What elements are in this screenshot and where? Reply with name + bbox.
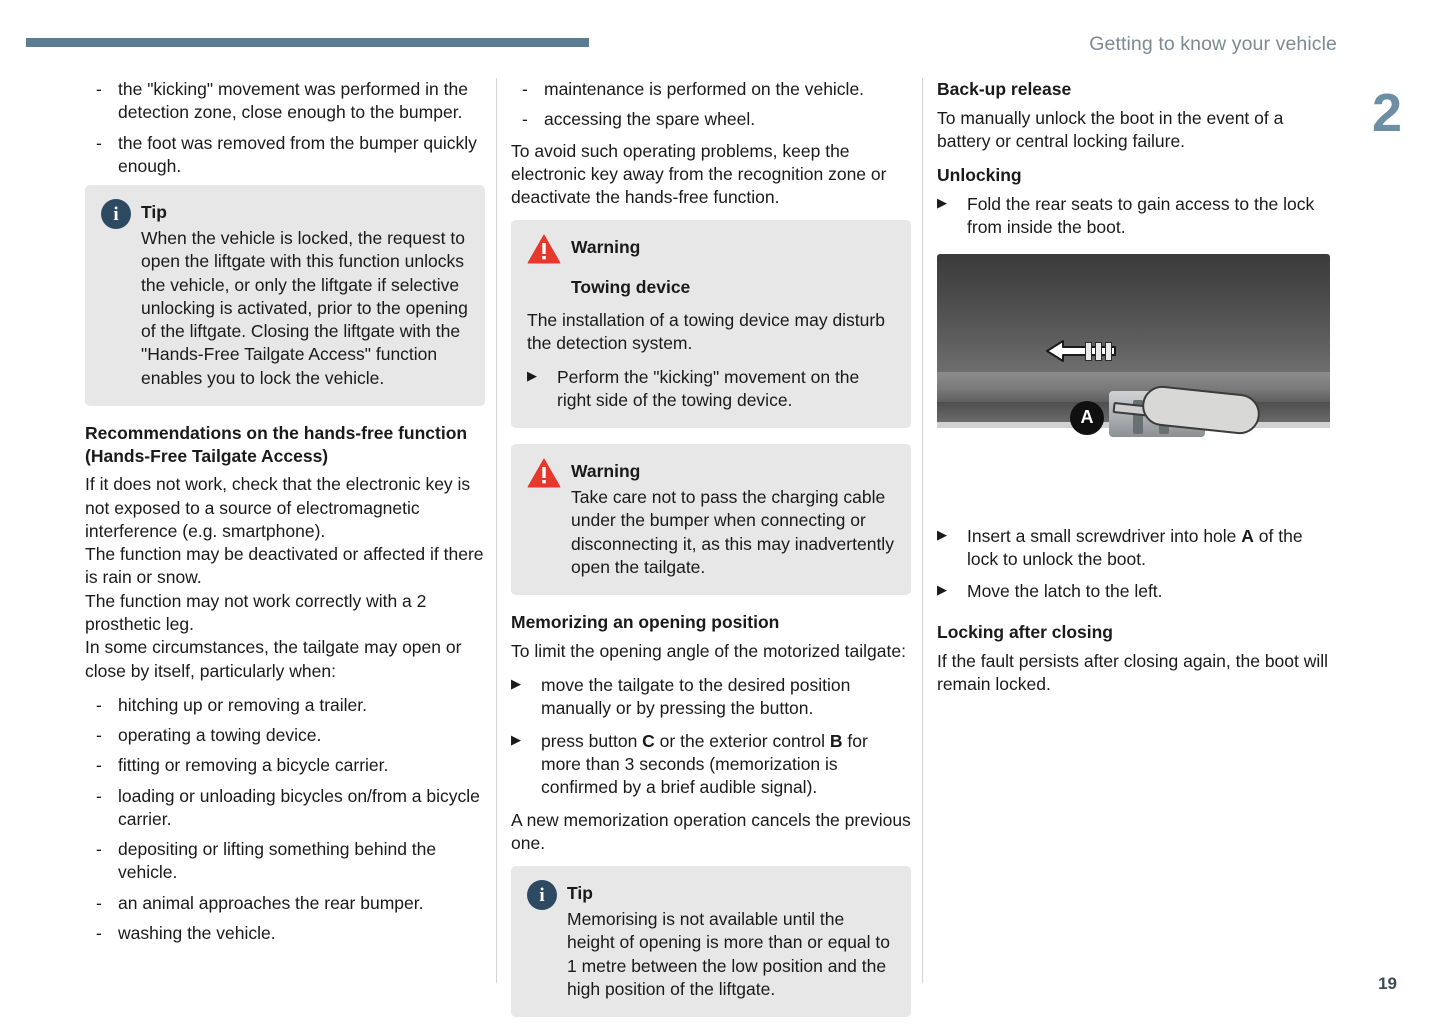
boot-panel-upper — [937, 254, 1330, 372]
col2-heading: Memorizing an opening position — [511, 612, 780, 633]
list-item: - fitting or removing a bicycle carrier. — [85, 754, 485, 777]
column-divider-2 — [922, 78, 923, 983]
col3-heading-3: Locking after closing — [937, 622, 1113, 643]
page-number: 19 — [1378, 974, 1397, 993]
warning-callout-2 — [511, 444, 911, 595]
col1-paragraph-4: In some circumstances, the tailgate may open or close by itself, particularly when: — [85, 637, 462, 681]
info-icon: i — [101, 199, 131, 229]
list-item: - loading or unloading bicycles on/from a bicycle carrier. — [85, 785, 485, 832]
callout-body: Take care not to pass the charging cable under the bumper when connecting or disconnecting it, as this may inadvertently open the tailgate. — [571, 487, 894, 577]
col1-heading: Recommendations on the hands-free function (Hands-Free Tailgate Access) — [85, 422, 468, 466]
col2-intro: To limit the opening angle of the motorized tailgate: — [511, 640, 906, 661]
callout-body: Memorising is not available until the height of opening is more than or equal to 1 metre between the low position and the high position of the liftgate. — [567, 909, 890, 999]
col3-step-1-list — [937, 193, 1332, 240]
list-item: - the foot was removed from the bumper quickly enough. — [85, 132, 485, 179]
col2-paragraph: To avoid such operating problems, keep the electronic key away from the recognition zone or deactivate the hands-free function. — [511, 140, 887, 208]
col1-paragraph-1: If it does not work, check that the electronic key is not exposed to a source of electromagnetic interference (e.g. smartphone). — [85, 474, 471, 541]
list-item: ▶ Move the latch to the left. — [937, 580, 1332, 603]
col3-steps — [937, 525, 1332, 604]
callout-body: The installation of a towing device may disturb the detection system. — [527, 310, 885, 354]
list-item: - operating a towing device. — [85, 724, 485, 747]
callout-title: Tip — [141, 202, 167, 223]
callout-actions — [527, 366, 895, 413]
callout-subtitle: Towing device — [571, 277, 691, 298]
column-1 — [85, 78, 485, 952]
header-title: Getting to know your vehicle — [1089, 33, 1337, 55]
warning-triangle-icon — [527, 234, 561, 264]
list-item: - washing the vehicle. — [85, 922, 485, 945]
list-item: ▶ press button C or the exterior control B for more than 3 seconds (memorization is confirmed by a brief audible signal). — [511, 730, 911, 800]
info-icon: i — [527, 880, 557, 910]
callout-badge-a: A — [1070, 401, 1104, 435]
col2-top-list — [511, 78, 911, 132]
tip-callout-2 — [511, 866, 911, 1017]
callout-title: Warning — [571, 237, 641, 258]
col3-paragraph-2: If the fault persists after closing again, the boot will remain locked. — [937, 651, 1329, 695]
header-rule — [26, 38, 589, 47]
col3-heading-2: Unlocking — [937, 165, 1022, 186]
warning-callout-1 — [511, 220, 911, 428]
col2-steps — [511, 674, 911, 799]
warning-triangle-icon — [527, 458, 561, 488]
list-item: - maintenance is performed on the vehicle. — [511, 78, 911, 101]
chapter-number: 2 — [1371, 83, 1402, 143]
list-item: - accessing the spare wheel. — [511, 108, 911, 131]
col3-paragraph-1: To manually unlock the boot in the event of a battery or central locking failure. — [937, 107, 1284, 152]
list-item: - depositing or lifting something behind the vehicle. — [85, 838, 485, 885]
list-item: ▶ Fold the rear seats to gain access to the lock from inside the boot. — [937, 193, 1332, 240]
col2-outro: A new memorization operation cancels the previous one. — [511, 809, 911, 853]
col1-bottom-list — [85, 694, 485, 945]
callout-title: Warning — [571, 461, 641, 482]
list-item: - an animal approaches the rear bumper. — [85, 892, 485, 915]
col1-paragraph-2: The function may be deactivated or affected if there is rain or snow. — [85, 544, 484, 588]
boot-lock-illustration — [937, 254, 1330, 501]
list-item: ▶ Perform the "kicking" movement on the right side of the towing device. — [527, 366, 895, 413]
callout-body: When the vehicle is locked, the request to open the liftgate with this function unlocks the vehicle, or only the liftgate if selective unlocking is activated, prior to the opening of the liftgate. Closing the liftgate with the "Hands-Free Tailgate Access" function enables you to lock the vehicle. — [141, 228, 468, 388]
latch-teeth-icon — [1085, 342, 1112, 361]
column-3 — [937, 78, 1332, 708]
list-item: - the "kicking" movement was performed in the detection zone, close enough to the bumper. — [85, 78, 485, 125]
list-item: ▶ move the tailgate to the desired position manually or by pressing the button. — [511, 674, 911, 721]
list-item: - hitching up or removing a trailer. — [85, 694, 485, 717]
column-divider-1 — [496, 78, 497, 983]
callout-title: Tip — [567, 883, 593, 904]
tip-callout — [85, 185, 485, 406]
col1-paragraph-3: The function may not work correctly with a 2 prosthetic leg. — [85, 590, 427, 635]
column-2 — [511, 78, 911, 1033]
list-item: ▶ Insert a small screwdriver into hole A of the lock to unlock the boot. — [937, 525, 1332, 572]
col3-heading-1: Back-up release — [937, 79, 1072, 99]
col1-top-list — [85, 78, 485, 178]
